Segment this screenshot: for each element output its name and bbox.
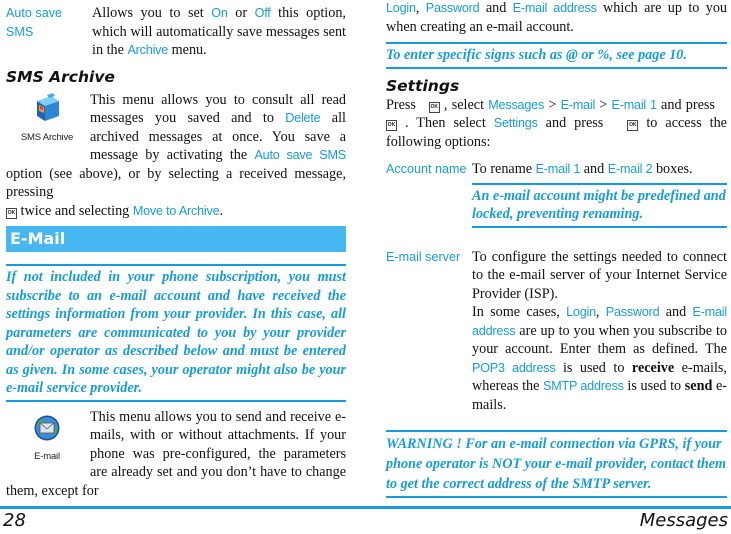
sms-archive-icon-caption: SMS Archive: [20, 132, 74, 143]
settings-menu-ref: Settings: [493, 116, 538, 130]
delete-option: Delete: [285, 111, 321, 125]
email-address-field-ref: E-mail address: [512, 1, 597, 15]
email-menu-ref: E-mail: [560, 97, 596, 112]
subscription-note: If not included in your phone subscription, you must subscribe to an e-mail account and have received the settings information from your provider. In this case, all parameters are communicated to you by your provider and/or operator as described below and must be entered as given. In some cases, your operator might also be your e-mail service provider.: [6, 264, 346, 402]
email1-box-ref: E-mail 1: [535, 162, 581, 176]
login-field-ref: Login: [386, 1, 416, 15]
pop3-address-ref: POP3 address: [472, 360, 556, 375]
account-locked-note: An e-mail account might be predefined and locked, preventing renaming.: [472, 183, 727, 228]
ok-key-icon: OK: [627, 120, 638, 131]
login-field-ref: Login: [566, 305, 596, 319]
email-address-field-ref: E-mail address: [472, 305, 727, 338]
right-column: [386, 0, 727, 498]
off-option: Off: [254, 6, 271, 20]
email-intro-continuation: Login, Password and E-mail address which are up to you when creating an e-mail account.: [386, 0, 728, 35]
auto-save-sms-link: Auto save SMS: [254, 148, 346, 162]
sms-archive-icon-block: [6, 91, 88, 153]
gprs-warning-note: WARNING ! For an e-mail connection via GPRS, if your phone operator is NOT your e-mail provider, contact them to get the correct address of the SMTP server.: [386, 430, 727, 498]
auto-save-sms-definition: [6, 4, 346, 60]
sms-archive-heading: SMS Archive: [6, 67, 115, 86]
messages-menu-ref: Messages: [488, 97, 545, 112]
ok-key-icon: OK: [386, 120, 397, 131]
archive-menu-link: Archive: [127, 43, 169, 57]
settings-instructions: Press OK , select Messages > E-mail > E-mail 1 and press OK . Then select Settings and press OK to access the following options:: [386, 96, 727, 150]
account-name-term: Account name: [386, 162, 467, 176]
account-name-definition: [386, 160, 727, 228]
settings-heading: Settings: [386, 76, 460, 95]
left-column: [6, 0, 346, 500]
email-intro-section: E-mail This menu allows you to send and receive e-mails, with or without attachments. If your phone was pre-configured, the parameters are already set and you don’t have to change them, except for: [6, 408, 346, 499]
sms-archive-icon: [33, 93, 61, 123]
special-signs-note: To enter specific signs such as @ or %, see page 10.: [386, 42, 727, 69]
auto-save-sms-description: Allows you to set On or Off this option, which will automatically save messages sent in the Archive menu.: [92, 5, 346, 58]
email-server-description: To configure the settings needed to connect to the e-mail server of your Internet Service Provider (ISP). In some cases, Login, Password and E-mail address are up to you when you subscribe to your account. Enter them as defined. The POP3 address is used to receive e-mails, whereas the SMTP address is used to send e-mails.: [472, 248, 727, 413]
sms-archive-section: SMS Archive This menu allows you to consult all read messages you saved and to Delete all archived messages at once. You save a message by activating the Auto save SMS option (see above), or by selecting a received message, pressing OK twice and selecting Move to Archive.: [6, 91, 346, 219]
footer-rule: [0, 506, 731, 509]
password-field-ref: Password: [425, 1, 480, 15]
email-icon-block: [6, 408, 88, 472]
ok-key-icon: OK: [429, 102, 440, 113]
ok-key-icon: OK: [6, 208, 17, 219]
email-server-term: E-mail server: [386, 249, 461, 264]
auto-save-sms-term: Auto save SMS: [6, 6, 63, 39]
password-field-ref: Password: [605, 305, 660, 319]
account-name-description: To rename E-mail 1 and E-mail 2 boxes.: [472, 161, 693, 177]
email1-menu-ref: E-mail 1: [611, 97, 657, 112]
chapter-title: Messages: [639, 510, 728, 531]
email-icon: [33, 414, 61, 442]
smtp-address-ref: SMTP address: [543, 379, 624, 393]
move-to-archive-option: Move to Archive: [132, 203, 220, 218]
page-number: 28: [3, 510, 26, 531]
email-section-banner: E-Mail: [6, 226, 346, 252]
email-icon-caption: E-mail: [34, 451, 60, 462]
email-server-definition: [386, 248, 727, 415]
on-option: On: [211, 6, 228, 20]
email2-box-ref: E-mail 2: [607, 162, 653, 176]
